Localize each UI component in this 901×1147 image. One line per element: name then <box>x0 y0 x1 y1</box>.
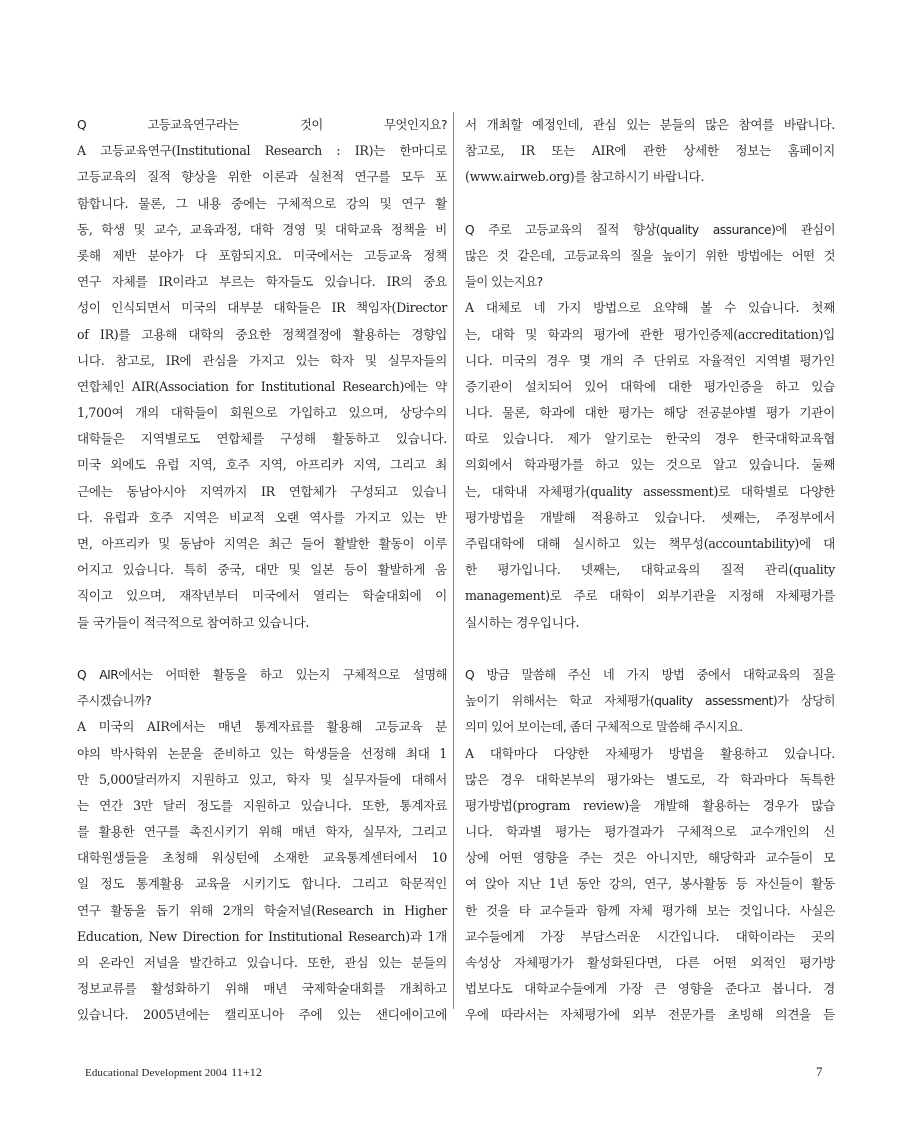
answer-line: 면, 아프리카 및 동남아 지역은 최근 들어 활발한 활동이 이루 <box>77 536 447 551</box>
left-column <box>77 112 447 1029</box>
answer-line: 상에 어떤 영향을 주는 것은 아니지만, 해당학과 교수들이 모 <box>465 850 835 866</box>
answer-line: 참고로, IR 또는 AIR에 관한 상세한 정보는 홈페이지 <box>465 143 835 159</box>
answer-line: 실시하는 경우입니다. <box>465 614 580 630</box>
answer-line: of IR)를 고용해 대학의 중요한 정책결정에 활용하는 경향입 <box>77 326 447 342</box>
answer-line: 를 활용한 연구를 촉진시키기 위해 매년 학자, 실무자, 그리고 <box>77 824 447 840</box>
answer-line: 여 앉아 지난 1년 동안 강의, 연구, 봉사활동 등 자신들이 활동 <box>465 876 835 892</box>
question-line: 들이 있는지요? <box>465 275 543 290</box>
answer-line: 연합체인 AIR(Association for Institutional Research)에는 약 <box>77 378 447 394</box>
question-line: 높이기 위해서는 학교 자체평가(quality assessment)가 상당히 <box>465 694 835 709</box>
answer-line: 연구 자체를 IR이라고 부르는 학자들도 있습니다. IR의 중요 <box>77 274 447 290</box>
question-line: Q 방금 말씀해 주신 네 가지 방법 중에서 대학교육의 질을 <box>465 667 835 682</box>
answer-line: 니다. 학과별 평가는 평가결과가 구체적으로 교수개인의 신 <box>465 824 835 840</box>
answer-line: 동, 학생 및 교수, 교육과정, 대학 경영 및 대학교육 정책을 비 <box>77 221 447 237</box>
answer-line: Education, New Direction for Institutional Research)과 1개 <box>77 928 447 944</box>
answer-line: 있습니다. 2005년에는 캘리포니아 주에 있는 샌디에이고에 <box>77 1007 447 1023</box>
answer-line: 법보다도 대학교수들에게 가장 큰 영향을 준다고 봅니다. 경 <box>465 981 835 997</box>
question-line: 주시겠습니까? <box>77 694 152 709</box>
answer-line: management)로 주로 대학이 외부기관을 지정해 자체평가를 <box>465 588 835 604</box>
right-column <box>465 112 835 1029</box>
question-line: 의미 있어 보이는데, 좀더 구체적으로 말씀해 주시지요. <box>465 720 743 735</box>
answer-line: 니다. 미국의 경우 몇 개의 주 단위로 자율적인 지역별 평가인 <box>465 352 835 368</box>
answer-line: 성이 인식되면서 미국의 대부분 대학들은 IR 책임자(Director <box>77 300 447 316</box>
answer-line: 평가방법(program review)을 개발해 활용하는 경우가 많습 <box>465 797 835 813</box>
answer-line: 주립대학에 대해 실시하고 있는 책무성(accountability)에 대 <box>465 536 835 551</box>
answer-line: (www.airweb.org)를 참고하시기 바랍니다. <box>465 169 705 185</box>
answer-line: 의 온라인 저널을 발간하고 있습니다. 또한, 관심 있는 분들의 <box>77 955 447 970</box>
answer-line: 근에는 동남아시아 지역까지 IR 연합체가 구성되고 있습니 <box>77 483 447 499</box>
answer-line: 증기관이 설치되어 있어 대학에 대한 평가인증을 하고 있습 <box>465 378 835 394</box>
answer-line: 는, 대학내 자체평가(quality assessment)로 대학별로 다양한 <box>465 483 835 499</box>
answer-line: A 미국의 AIR에서는 매년 통계자료를 활용해 고등교육 분 <box>77 719 447 735</box>
answer-line: 교수들에게 가장 부담스러운 시간입니다. 대학이라는 곳의 <box>465 928 835 944</box>
answer-line: A 고등교육연구(Institutional Research : IR)는 한마디로 <box>77 143 447 159</box>
answer-line: 어지고 있습니다. 특히 중국, 대만 및 일본 등이 활발하게 움 <box>77 562 447 578</box>
answer-line: 일 정도 통계활용 교육을 시키기도 합니다. 그리고 학문적인 <box>77 876 447 892</box>
column-divider <box>453 112 454 1009</box>
answer-line: 는, 대학 및 학과의 평가에 관한 평가인증제(accreditation)입 <box>465 326 835 342</box>
question-line: Q 주로 고등교육의 질적 향상(quality assurance)에 관심이 <box>465 222 835 237</box>
answer-line: A 대학마다 다양한 자체평가 방법을 활용하고 있습니다. <box>465 745 835 761</box>
answer-line: 들 국가들이 적극적으로 참여하고 있습니다. <box>77 614 310 630</box>
answer-line: A 대체로 네 가지 방법으로 요약해 볼 수 있습니다. 첫째 <box>465 300 835 316</box>
answer-line: 롯해 제반 분야가 다 포함되지요. 미국에서는 고등교육 정책 <box>77 247 447 263</box>
answer-line: 정보교류를 활성화하기 위해 매년 국제학술대회를 개최하고 <box>77 981 447 997</box>
page-number: 7 <box>816 1064 823 1079</box>
paragraph-spacer <box>77 636 447 662</box>
answer-line: 직이고 있으며, 재작년부터 미국에서 열리는 학술대회에 이 <box>77 588 447 604</box>
answer-line: 서 개최할 예정인데, 관심 있는 분들의 많은 참여를 바랍니다. <box>465 117 835 132</box>
footer-publication <box>85 1065 262 1080</box>
answer-line: 많은 경우 대학본부의 평가와는 별도로, 각 학과마다 독특한 <box>465 771 835 787</box>
answer-line: 한 것을 타 교수들과 함께 자체 평가해 보는 것입니다. 사실은 <box>465 902 835 918</box>
answer-line: 는 연간 3만 달러 정도를 지원하고 있습니다. 또한, 통계자료 <box>77 797 447 813</box>
answer-line: 우에 따라서는 자체평가에 외부 전문가를 초빙해 의견을 듣 <box>465 1007 835 1023</box>
footer-publication-title: Educational Development 2004 <box>85 1067 228 1079</box>
answer-line: 다. 유럽과 호주 지역은 비교적 오랜 역사를 가지고 있는 반 <box>77 509 447 525</box>
answer-line: 평가방법을 개발해 적용하고 있습니다. 셋째는, 주정부에서 <box>465 509 835 525</box>
answer-line: 고등교육의 질적 향상을 위한 이론과 실천적 연구를 모두 포 <box>77 169 447 185</box>
answer-line: 대학원생들을 초청해 워싱턴에 소재한 교육통계센터에서 10 <box>77 850 447 866</box>
question-line: Q AIR에서는 어떠한 활동을 하고 있는지 구체적으로 설명해 <box>77 667 447 682</box>
answer-line: 따로 있습니다. 제가 알기로는 한국의 경우 한국대학교육협 <box>465 431 835 447</box>
answer-line: 1,700여 개의 대학들이 회원으로 가입하고 있으며, 상당수의 <box>77 405 447 421</box>
question-line: Q 고등교육연구라는 것이 무엇인지요? <box>77 118 447 132</box>
question-line: 많은 것 같은데, 고등교육의 질을 높이기 위한 방법에는 어떤 것 <box>465 248 835 263</box>
answer-line: 야의 박사학위 논문을 준비하고 있는 학생들을 선정해 최대 1 <box>77 745 447 761</box>
answer-line: 속성상 자체평가가 활성화된다면, 다른 어떤 외적인 평가방 <box>465 955 835 970</box>
answer-line: 만 5,000달러까지 지원하고 있고, 학자 및 실무자들에 대해서 <box>77 771 447 787</box>
answer-line: 니다. 참고로, IR에 관심을 가지고 있는 학자 및 실무자들의 <box>77 352 447 368</box>
paragraph-spacer <box>465 191 835 217</box>
answer-line: 한 평가입니다. 넷째는, 대학교육의 질적 관리(quality <box>465 562 835 578</box>
footer-issue-number: 11+12 <box>231 1065 262 1079</box>
answer-line: 니다. 물론, 학과에 대한 평가는 해당 전공분야별 평가 기관이 <box>465 405 835 421</box>
answer-line: 미국 외에도 유럽 지역, 호주 지역, 아프리카 지역, 그리고 최 <box>77 457 447 473</box>
answer-line: 연구 활동을 돕기 위해 2개의 학술저널(Research in Higher <box>77 902 447 918</box>
answer-line: 의회에서 학과평가를 하고 있는 것으로 알고 있습니다. 둘째 <box>465 457 835 473</box>
answer-line: 함합니다. 물론, 그 내용 중에는 구체적으로 강의 및 연구 활 <box>77 195 447 211</box>
answer-line: 대학들은 지역별로도 연합체를 구성해 활동하고 있습니다. <box>77 431 447 447</box>
paragraph-spacer <box>465 636 835 662</box>
